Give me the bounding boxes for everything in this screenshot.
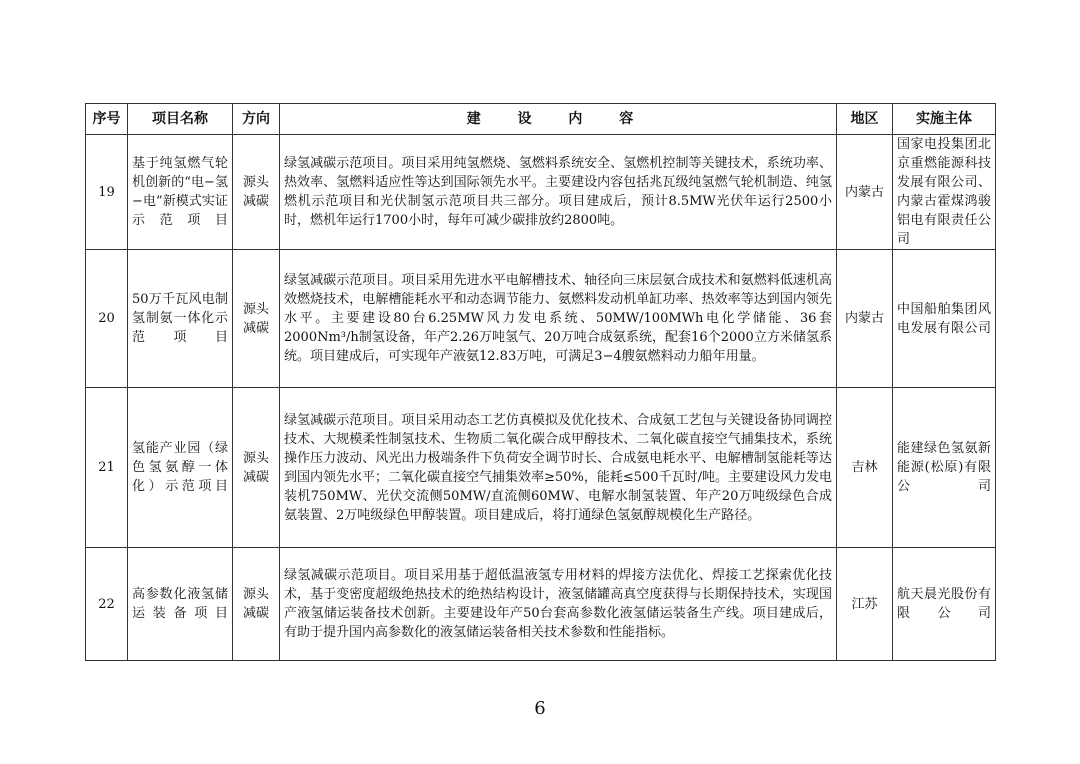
project-table [85,103,996,661]
header-direction: 方向 [233,104,280,135]
row-direction: 源头减碳 [233,388,280,548]
row-num: 19 [86,135,128,250]
row-implementer: 航天晨光股份有限公司 [893,548,996,661]
table-header-row [86,104,996,135]
row-region: 内蒙古 [837,250,893,388]
row-content: 绿氢减碳示范项目。项目采用动态工艺仿真模拟及优化技术、合成氨工艺包与关键设备协同调控技术、大规模柔性制氢技术、生物质二氧化碳合成甲醇技术、二氧化碳直接空气捕集技术，系统操作压力波动、风光出力极端条件下负荷安全调节时长、合成氨电耗水平、电解槽制氢能耗等达到国内领先水平；二氧化碳直接空气捕集效率≥50%，能耗≤500千瓦时/吨。主要建设风力发电装机750MW、光伏交流侧50MW/直流侧60MW、电解水制氢装置、年产20万吨级绿色合成氨装置、2万吨级绿色甲醇装置。项目建成后，将打通绿色氢氨醇规模化生产路径。 [280,388,837,548]
row-num: 21 [86,388,128,548]
row-project-name: 基于纯氢燃气轮机创新的“电−氢−电”新模式实证示范项目 [128,135,233,250]
page-number: 6 [534,698,546,719]
row-project-name: 氢能产业园（绿色氢氨醇一体化）示范项目 [128,388,233,548]
row-direction: 源头减碳 [233,250,280,388]
header-name: 项目名称 [128,104,233,135]
row-direction: 源头减碳 [233,135,280,250]
header-region: 地区 [837,104,893,135]
row-region: 内蒙古 [837,135,893,250]
header-content: 建 设 内 容 [280,104,837,135]
row-project-name: 高参数化液氢储运装备项目 [128,548,233,661]
table-row [86,548,996,661]
table-row [86,135,996,250]
row-project-name: 50万千瓦风电制氢制氨一体化示范项目 [128,250,233,388]
table-row [86,388,996,548]
header-num: 序号 [86,104,128,135]
row-region: 吉林 [837,388,893,548]
row-implementer: 能建绿色氢氨新能源(松原)有限公司 [893,388,996,548]
row-direction: 源头减碳 [233,548,280,661]
row-num: 20 [86,250,128,388]
row-content: 绿氢减碳示范项目。项目采用基于超低温液氢专用材料的焊接方法优化、焊接工艺探索优化技术，基于变密度超级绝热技术的绝热结构设计，液氢储罐高真空度获得与长期保持技术，实现国产液氢储运装备技术创新。主要建设年产50台套高参数化液氢储运装备生产线。项目建成后，有助于提升国内高参数化的液氢储运装备相关技术参数和性能指标。 [280,548,837,661]
row-num: 22 [86,548,128,661]
row-content: 绿氢减碳示范项目。项目采用纯氢燃烧、氢燃料系统安全、氢燃机控制等关键技术，系统功率、热效率、氢燃料适应性等达到国际领先水平。主要建设内容包括兆瓦级纯氢燃气轮机制造、纯氢燃机示范项目和光伏制氢示范项目共三部分。项目建成后，预计8.5MW光伏年运行2500小时，燃机年运行1700小时，每年可减少碳排放约2800吨。 [280,135,837,250]
row-region: 江苏 [837,548,893,661]
row-implementer: 国家电投集团北京重燃能源科技发展有限公司、内蒙古霍煤鸿骏铝电有限责任公司 [893,135,996,250]
row-content: 绿氢减碳示范项目。项目采用先进水平电解槽技术、轴径向三床层氨合成技术和氨燃料低速机高效燃烧技术，电解槽能耗水平和动态调节能力、氨燃料发动机单缸功率、热效率等达到国内领先水平。主要建设80台6.25MW风力发电系统、50MW/100MWh电化学储能、36套2000Nm³/h制氢设备，年产2.26万吨氢气、20万吨合成氨系统，配套16个2000立方米储氢系统。项目建成后，可实现年产液氨12.83万吨，可满足3−4艘氨燃料动力船年用量。 [280,250,837,388]
header-implementer: 实施主体 [893,104,996,135]
table-row [86,250,996,388]
row-implementer: 中国船舶集团风电发展有限公司 [893,250,996,388]
